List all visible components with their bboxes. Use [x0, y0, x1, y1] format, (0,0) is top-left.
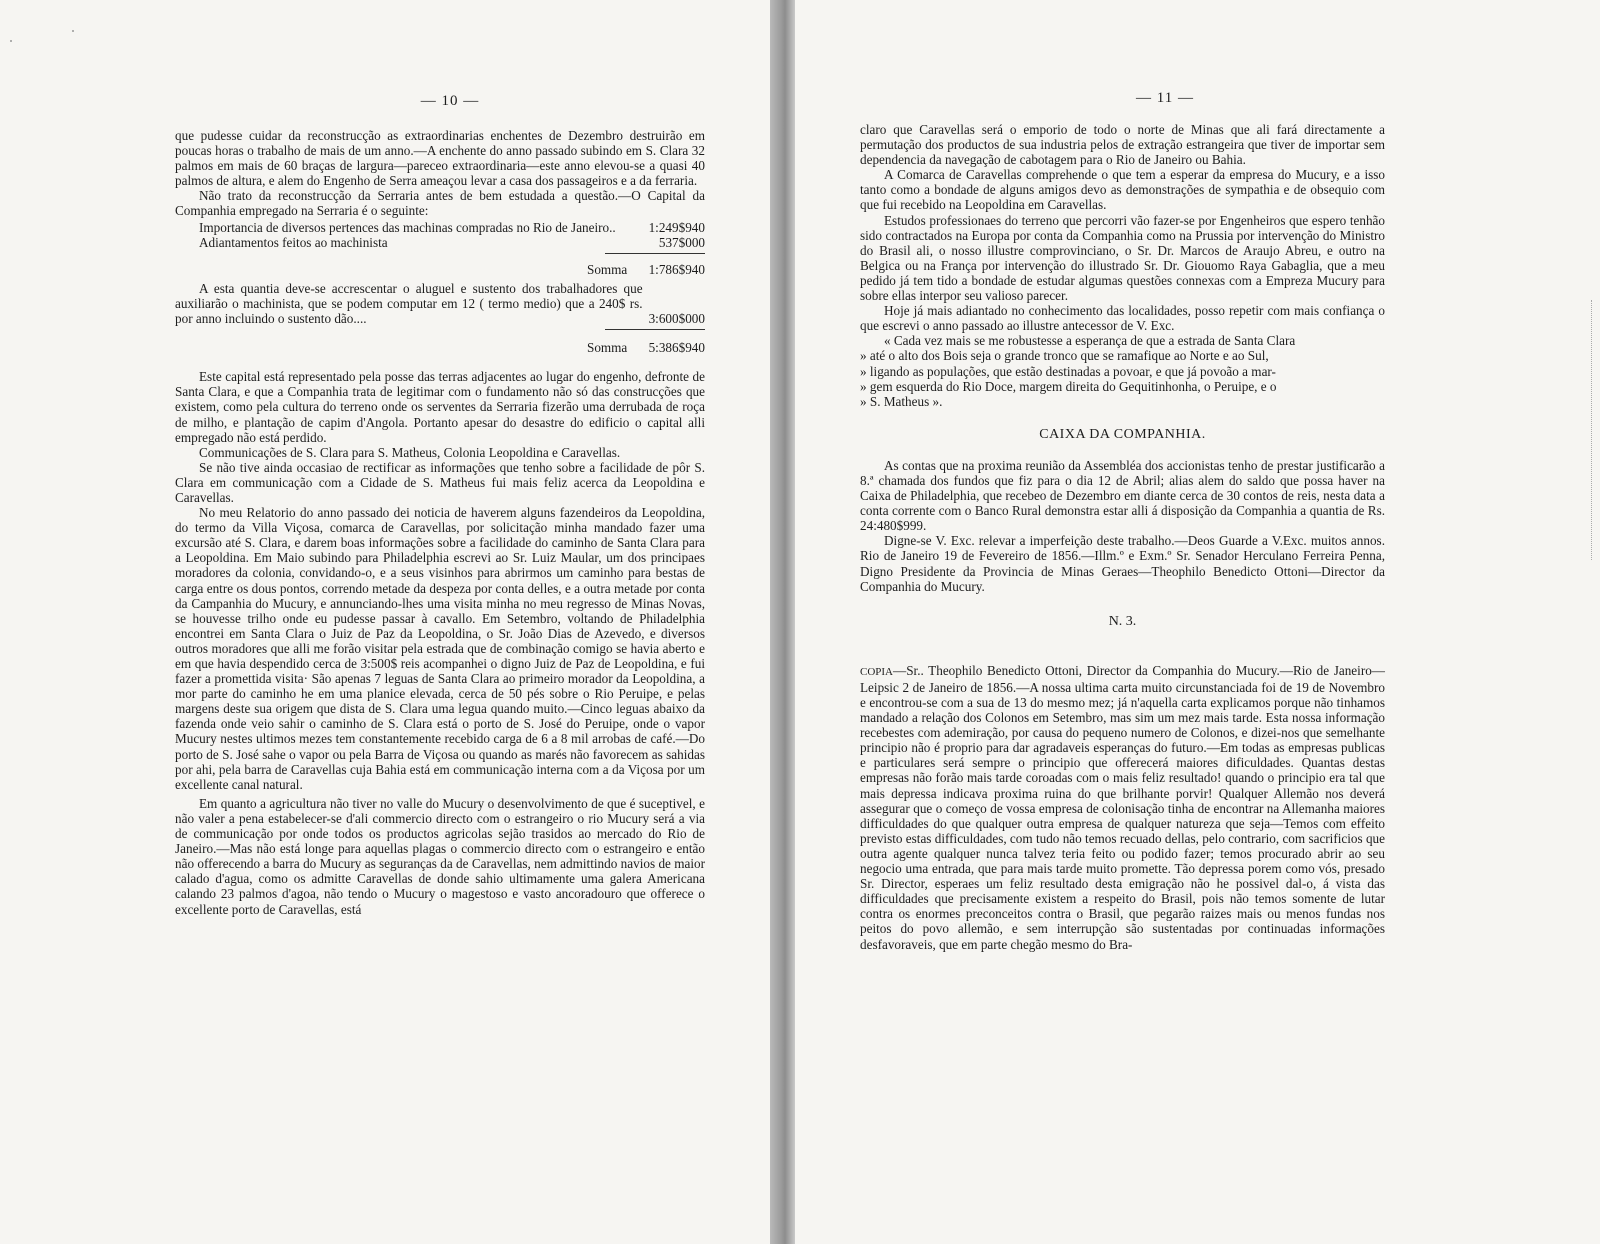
- somma-value: 5:386$940: [648, 340, 705, 356]
- somma-value: 1:786$940: [648, 261, 705, 277]
- wages-row: [175, 281, 705, 326]
- somma-label: Somma: [586, 340, 628, 356]
- quote-line: » ligando as populações, que estão destinadas a povoar, e que já povoão a mar-: [860, 363, 1276, 379]
- communications-paragraph: Se não tive ainda occasiao de rectificar as informações que tenho sobre a facilidade de pôr S. Clara em communicação com a Cidade de S. Matheus fui mais feliz acerca da Leopoldina e Caravellas.: [175, 459, 705, 505]
- sum-rule: [605, 253, 705, 254]
- sum-rule: [605, 329, 705, 330]
- page-edge-marks: [1581, 300, 1592, 560]
- copia-text: —Sr.. Theophilo Benedicto Ottoni, Director da Companhia do Mucury.—Rio de Janeiro—Leipsic 2 de Janeiro de 1856.—A nossa ultima carta muito circunstanciada foi de 19 de Novembro e encontrou-se com a sua de 13 do mesmo mez; já n'aquella carta explicamos porque não tinhamos mandado a relação dos Colonos em Setembro, mas sim um mez mais tarde. Esta nossa informação recebestes com ademiração, por causa do pequeno numero de Colonos, e dizei-nos que semelhante principio não é proprio para dar agradaveis esperanças do futuro.—Em todas as empresas publicas e particulares será sempre o principio que offerecerá maiores dificuldades. Quantas destas empresas não forão mais tarde coroadas com o mais feliz resultado! quando o principio era tal que mais depressa indicava proxima ruina do que brilhante porvir! Qualquer Allemão nos deverá assegurar que o começo de vossa empresa de colonisação tinha de encontrar na Allemanha maiores difficuldades do que qualquer outra empresa de qualquer natureza que seja—Temos com effeito previsto estas difficuldades, com tudo não temos recuado dellas, pelo contrario, com sacrificios que outra agente qualquer nunca talvez teria feito ou podido fazer; temos procurado abrir ao seu negocio uma entrada, que para mais tarde muito promette. Tão depressa porem como vós, presado Sr. Director, esperaes um feliz resultado desta emigração não he possivel dal-o, á vista das difficuldades que precisamente existem a respeito do Brasil, pois não temos somente de lutar contra os enormes preconceitos contra o Brasil, que pegarão raizes mais ou menos fundas nos peitos do povo allemão, e sem interrupção são sustentadas por continuadas informações desfavoraveis, que em parte chegão mesmo do Bra-: [860, 662, 1385, 952]
- copia-paragraph: [860, 663, 1385, 952]
- section-heading: CAIXA DA COMPANHIA.: [1039, 426, 1206, 442]
- ledger-amount: 1:249$940: [648, 219, 705, 235]
- ledger-row: [175, 220, 705, 235]
- communications-heading: Communicações de S. Clara para S. Matheus, Colonia Leopoldina e Caravellas.: [199, 444, 621, 460]
- book-gutter: [770, 0, 795, 1244]
- quote-line: « Cada vez mais se me robustesse a esperança de que a estrada de Santa Clara: [884, 333, 1296, 349]
- emporium-paragraph: claro que Caravellas será o emporio de todo o norte de Minas que ali fará directamente a permutação dos productos de sua industria pelos de extração estrangeira que tiver de importar sem dependencia da navegação de cabotagem para o Rio de Janeiro ou Bahia.: [860, 122, 1385, 168]
- capital-paragraph: Este capital está representado pela posse das terras adjacentes ao lugar do engenho, defronte de Santa Clara, e que a Companhia trata de legitimar com o fundamento não só das construcções que existem, como pela cultura do terreno onde os serventes da Serraria fizerão uma derrubada de roça de milho, e plantação de capim d'Angola. Portanto apesar do desastre do edificio o capital alli empregado não está perdido.: [175, 369, 705, 445]
- quoted-passage: [860, 333, 1385, 408]
- left-page: [0, 0, 770, 1244]
- closing-paragraph: Digne-se V. Exc. relevar a imperfeição deste trabalho.—Deos Guarde a V.Exc. muitos annos. Rio de Janeiro 19 de Fevereiro de 1856.—Illm.º e Exm.º Sr. Senador Herculano Ferreira Penna, Digno Presidente da Provincia de Minas Geraes—Theophilo Benedicto Ottoni—Director da Companhia do Mucury.: [860, 533, 1385, 594]
- capital-intro-paragraph: Não trato da reconstrucção da Serraria antes de bem estudada a questão.—O Capital da Companhia empregado na Serraria é o seguinte:: [175, 188, 705, 219]
- ledger-label: Adiantamentos feitos ao machinista: [199, 234, 388, 250]
- agriculture-paragraph: Em quanto a agricultura não tiver no valle do Mucury o desenvolvimento de que é suceptivel, e não valer a pena estabelecer-se d'ali commercio directo com o estrangeiro o rio Mucury será a via de communicação por onde todos os productos agricolas sejão trasidos ao mercado do Rio de Janeiro.—Mas não está longe para aquellas plagas o commercio directo com o estrangeiro e então não offerecendo a barra do Mucury as seguranças da de Caravellas, nem admittindo navios de maior calado d'agua, como os admitte Caravellas de donde sahio ultimamente uma galera Americana calando 23 palmos d'agoa, não tendo o Mucury o magestoso e vasto ancoradouro que offerece o excellente porto de Caravellas, está: [175, 795, 705, 917]
- paper-speck: [10, 40, 12, 42]
- caixa-paragraph: As contas que na proxima reunião da Assembléa dos accionistas tenho de prestar justificarão a 8.ª chamada dos fundos que fiz para o dia 12 de Abril; alias alem do saldo que possa haver na Caixa de Philadelphia, que recebeo de Dezembro em diante cerca de 30 contos de reis, nesta data a conta corrente com o Banco Rural demonstra estar alli á disposição da Companhia a quantia de Rs. 24:480$999.: [860, 457, 1385, 534]
- report-paragraph: No meu Relatorio do anno passado dei noticia de haverem alguns fazendeiros da Leopoldina, do termo da Villa Viçosa, comarca de Caravellas, por solicitação minha mandado fazer uma excursão até S. Clara, e darem boas informações sobre a facilidade do caminho de Santa Clara para a Leopoldina. Em Maio subindo para Philadelphia escrevi ao Sr. Luiz Maular, um dos principaes moradores da colonia, convidando-o, e a seus visinhos para abrirmos um caminho para bestas de carga entre os dous pontos, correndo metade da despeza por conta delles, e a outra metade por conta da Campanhia do Mucury, e annunciando-lhes uma visita minha no meu regresso de Minas Novas, se houvesse trilho onde eu pudesse passar à cavallo. Em Setembro, voltando de Philadelphia encontrei em Santa Clara o Juiz de Paz da Leopoldina, o Sr. João Dias de Azevedo, e diversos outros moradores que alli me forão visitar pela estrada que de combinação comigo se havia aberto e em que havia despendido cerca de 3:500$ reis acompanhei o digno Juiz de Paz de Leopoldina, e fui fazer a promettida visita· São apenas 7 leguas de Santa Clara ao primeiro morador da Leopoldina, a mor parte do caminho he em uma planice elevada, cerca de 50 pés sobre o Rio Peruipe, e pelas margens deste sua origem que dista de S. Clara uma legua quando muito.—Cinco leguas abaixo da fazenda onde veio sahir o caminho de S. Clara está o porto de S. José do Peruipe, onde o vapor Mucury nestes ultimos mezes tem constantemente recebido carga de 6 a 8 mil arrobas de café.—Do porto de S. José sahe o vapor ou pela Barra de Viçosa ou quando as marés não favorecem as sahidas por ahi, pela barra de Caravellas cuja Bahia está em communicação interna com a da Viçosa por um excellente canal natural.: [175, 505, 705, 792]
- document-number: N. 3.: [1108, 613, 1137, 629]
- left-text-column: [175, 128, 705, 917]
- right-text-column: [860, 122, 1385, 952]
- serraria-ledger: [175, 220, 705, 277]
- page-number: — 10 —: [420, 93, 480, 109]
- quote-line: » S. Matheus ».: [860, 393, 943, 409]
- paper-speck: [72, 30, 74, 32]
- intro-paragraph: que pudesse cuidar da reconstrucção as extraordinarias enchentes de Dezembro destruirão em poucas horas o trabalho de mais de um anno.—A enchente do anno passado subindo em S. Clara 32 palmos em mais de 60 braças de largura—pareceo extraordinaria—este anno elevou-se a quasi 40 palmos de altura, e alem do Engenho de Serra ameaçou levar a casa dos passageiros e a da ferraria.: [175, 128, 705, 189]
- ledger-label: Importancia de diversos pertences das machinas compradas no Rio de Janeiro..: [199, 219, 616, 235]
- studies-paragraph: Estudos professionaes do terreno que percorri vão fazer-se por Engenheiros que espero tenhão sido contractados na Europa por conta da Companhia como na Prussia por intervenção do Ministro do Brasil ali, o nosso illustre comprovinciano, o Sr. Dr. Marcos de Araujo Abreu, e outro na Belgica ou na França por intervenção do illustrado Sr. Dr. Giouomo Raya Gabaglia, que a meu pedido já tem tido a bondade de estudar algumas questões connexas com a Empreza Mucury para sobre ellas interpor seu valioso parecer.: [860, 212, 1385, 304]
- somma-label: Somma: [586, 261, 628, 277]
- localities-paragraph: Hoje já mais adiantado no conhecimento das localidades, posso repetir com mais confiança o que escrevi o anno passado ao illustre antecessor de V. Exc.: [860, 303, 1385, 334]
- ledger-amount: 537$000: [658, 234, 705, 250]
- somma-row: [175, 262, 705, 277]
- page-number: — 11 —: [1136, 90, 1194, 106]
- quote-line: » gem esquerda do Rio Doce, margem direita do Gequitinhonha, o Peruipe, e o: [860, 378, 1277, 394]
- quote-line: » até o alto dos Bois seja o grande tronco que se ramafique ao Norte e ao Sul,: [860, 348, 1269, 364]
- comarca-paragraph: A Comarca de Caravellas comprehende o que tem a esperar da empresa do Mucury, e a isso tanto como a bondade de alguns amigos devo as demonstrações de sympathia e de obsequio com que fui recebido na Leopoldina em Caravellas.: [860, 167, 1385, 213]
- somma-row: [175, 340, 705, 355]
- ledger-row: [175, 235, 705, 250]
- copia-label: COPIA: [860, 665, 894, 678]
- right-page: [795, 0, 1600, 1244]
- wages-text: A esta quantia deve-se accrescentar o aluguel e sustento dos trabalhadores que auxiliarão o machinista, que se podem computar em 12 ( termo medio) que a 240$ rs. por anno incluindo o sustento dão....: [175, 280, 643, 327]
- wages-amount: 3:600$000: [648, 311, 705, 327]
